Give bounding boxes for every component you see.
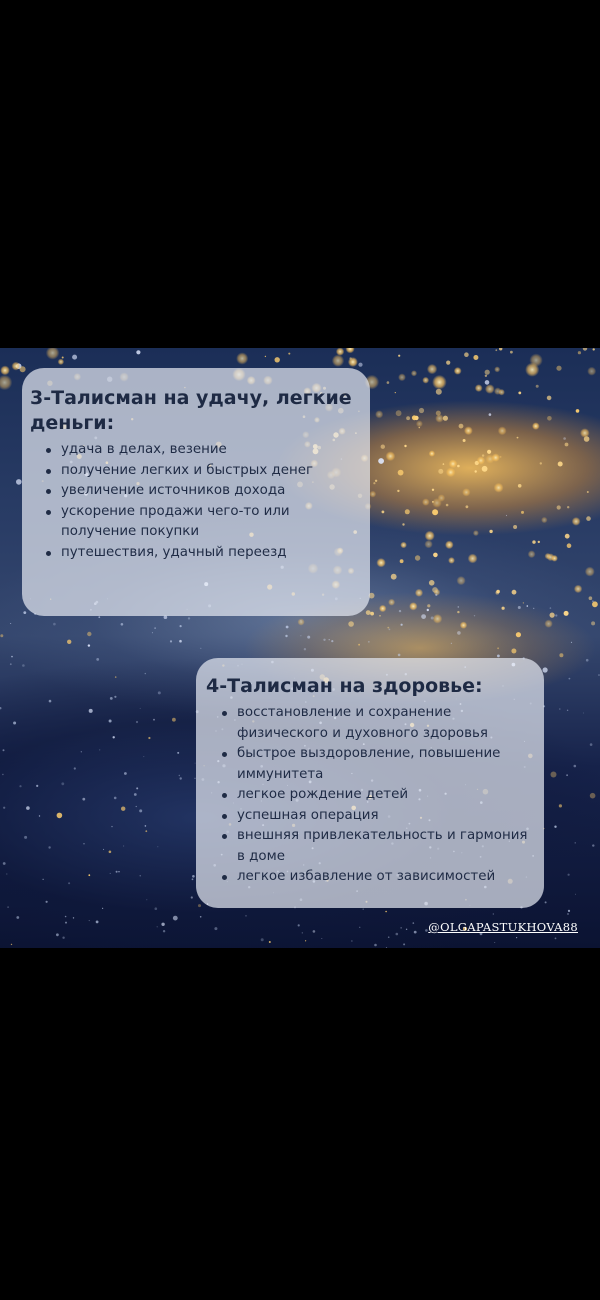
talisman-luck-list xyxy=(30,440,360,563)
list-item: ускорение продажи чего-то или получение покупки xyxy=(44,502,360,543)
list-item: увеличение источников дохода xyxy=(44,481,360,502)
list-item: успешная операция xyxy=(220,806,536,827)
list-item: легкое избавление от зависимостей xyxy=(220,867,536,888)
list-item: получение легких и быстрых денег xyxy=(44,461,360,482)
list-item: путешествия, удачный переезд xyxy=(44,543,360,564)
list-item: внешняя привлекательность и гармония в доме xyxy=(220,826,536,867)
list-item: удача в делах, везение xyxy=(44,440,360,461)
letterbox-top xyxy=(0,0,600,348)
list-item: быстрое выздоровление, повышение иммунитета xyxy=(220,744,536,785)
list-item: восстановление и сохранение физического и духовного здоровья xyxy=(220,703,536,744)
talisman-health-card xyxy=(196,658,544,908)
letterbox-bottom xyxy=(0,948,600,1300)
talisman-luck-title: 3-Талисман на удачу, легкие деньги: xyxy=(30,387,352,434)
talisman-health-list xyxy=(206,703,536,888)
author-watermark[interactable]: @OLGAPASTUKHOVA88 xyxy=(428,920,578,934)
talisman-luck-card xyxy=(22,368,370,616)
talisman-health-title: 4-Талисман на здоровье: xyxy=(206,675,483,697)
post-image xyxy=(0,348,600,948)
list-item: легкое рождение детей xyxy=(220,785,536,806)
